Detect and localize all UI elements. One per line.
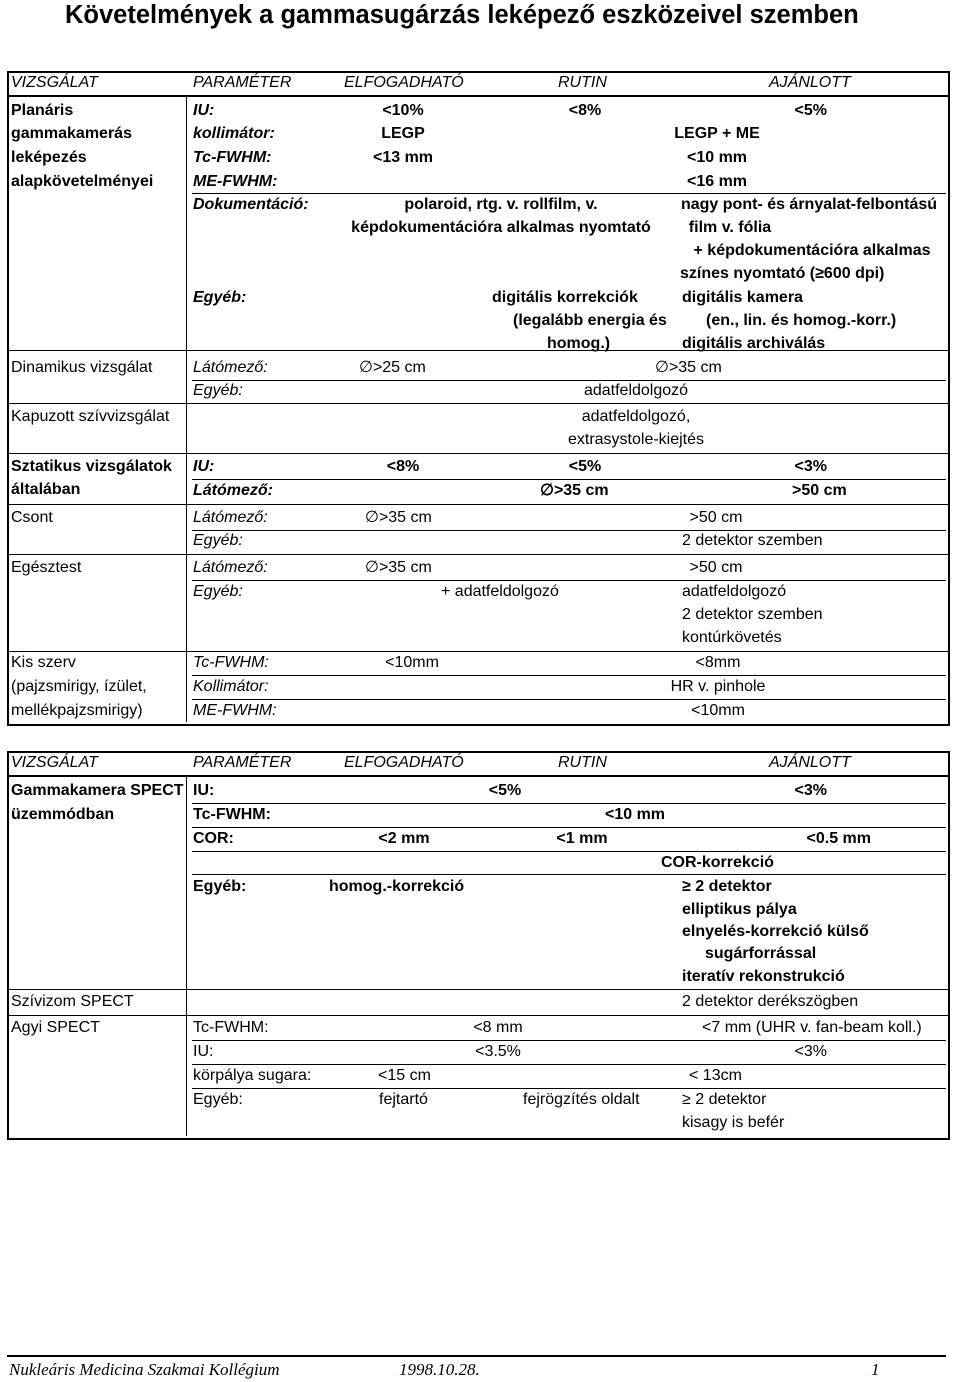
row-underline — [192, 874, 946, 875]
kisszerv-koll-ajanl: HR v. pinhole — [670, 678, 766, 695]
planar-dok-ajanl-2: film v. fólia — [688, 219, 772, 236]
sztatikus-name-1: Sztatikus vizsgálatok — [11, 458, 172, 475]
planar-iu-elf: <10% — [382, 102, 424, 119]
csont-egyeb-ajanl: 2 detektor szemben — [682, 532, 823, 549]
greater-equal-icon: ≥ — [815, 265, 824, 282]
row-underline — [192, 699, 946, 700]
spect-iu-param: IU: — [193, 782, 215, 799]
csont-name: Csont — [11, 509, 53, 526]
kisszerv-mefwhm-param: ME-FWHM: — [193, 702, 277, 719]
csont-latomezo-param: Látómező: — [193, 509, 268, 526]
planar-egyeb-param: Egyéb: — [193, 289, 247, 306]
row-underline — [192, 803, 946, 804]
planar-dok-elf-1: polaroid, rtg. v. rollfilm, v. — [404, 196, 598, 213]
sztatikus-latomezo-rutin: ∅>35 cm — [540, 482, 609, 499]
sztatikus-iu-rutin: <5% — [568, 458, 602, 475]
diameter-icon: ∅ — [655, 359, 669, 376]
planar-egyeb-ajanl-1: digitális kamera — [682, 289, 803, 306]
row-underline — [192, 580, 946, 581]
agyi-korpalya-elf: <15 cm — [378, 1067, 431, 1084]
spect-egyeb-elf: homog.-korrekció — [329, 878, 465, 895]
egesztest-egyeb-ajanl-1: adatfeldolgozó — [682, 583, 787, 600]
spect-egyeb-ajanl-2: elliptikus pálya — [682, 901, 797, 918]
planar-mefwhm-param: ME-FWHM: — [193, 173, 278, 190]
egesztest-latomezo-ajanl: >50 cm — [689, 559, 743, 576]
kapuzott-name: Kapuzott szívvizsgálat — [11, 408, 170, 425]
agyi-tcfwhm-ajanl: <7 mm (UHR v. fan-beam koll.) — [702, 1019, 922, 1036]
kisszerv-name-3: mellékpajzsmirigy) — [11, 702, 143, 719]
spect-cor-korrekcio: COR-korrekció — [661, 854, 774, 871]
footer-page-number: 1 — [871, 1360, 880, 1379]
header-ajanlott: AJÁNLOTT — [769, 74, 851, 91]
spect-iu-rutin: <5% — [488, 782, 522, 799]
column-divider — [186, 97, 187, 722]
kisszerv-name-1: Kis szerv — [11, 654, 76, 671]
spect-egyeb-ajanl-5: iteratív rekonstrukció — [682, 968, 845, 985]
planar-tcfwhm-ajanl: <10 mm — [686, 149, 748, 166]
dinamikus-egyeb-param: Egyéb: — [193, 382, 243, 399]
dinamikus-name: Dinamikus vizsgálat — [11, 359, 153, 376]
row-underline — [192, 380, 946, 381]
planar-tcfwhm-elf: <13 mm — [372, 149, 434, 166]
header-vizsgalat: VIZSGÁLAT — [11, 74, 98, 91]
planar-dok-ajanl-4: színes nyomtató (≥600 dpi) — [680, 265, 885, 282]
spect-name-1: Gammakamera SPECT — [11, 782, 184, 799]
sztatikus-iu-param: IU: — [193, 458, 215, 475]
egesztest-name: Egésztest — [11, 559, 82, 576]
requirements-table-planar — [7, 71, 950, 726]
agyi-name: Agyi SPECT — [11, 1019, 100, 1036]
planar-iu-rutin: <8% — [568, 102, 602, 119]
planar-name-3: leképezés — [11, 149, 87, 166]
egesztest-egyeb-ajanl-3: kontúrkövetés — [682, 629, 782, 646]
spect-egyeb-ajanl-4: sugárforrással — [705, 945, 817, 962]
planar-koll-elf: LEGP — [381, 125, 425, 142]
planar-iu-param: IU: — [193, 102, 215, 119]
sztatikus-name-2: általában — [11, 481, 81, 498]
header-rutin: RUTIN — [558, 754, 607, 771]
agyi-tcfwhm-rutin: <8 mm — [473, 1019, 523, 1036]
kisszerv-tcfwhm-elf: <10mm — [385, 654, 439, 671]
planar-name-1: Planáris — [11, 102, 74, 119]
spect-cor-elf: <2 mm — [378, 830, 430, 847]
planar-egyeb-ajanl-2: (en., lin. és homog.-korr.) — [706, 312, 897, 329]
page-footer — [7, 1355, 946, 1381]
row-underline — [192, 1040, 946, 1041]
sztatikus-iu-ajanl: <3% — [794, 458, 827, 475]
kisszerv-mefwhm-ajanl: <10mm — [691, 702, 745, 719]
planar-name-4: alapkövetelményei — [11, 173, 154, 190]
planar-name-2: gammakamerás — [11, 125, 132, 142]
planar-koll-ajanl: LEGP + ME — [674, 125, 760, 142]
sztatikus-latomezo-param: Látómező: — [193, 482, 273, 499]
szivizom-ajanl: 2 detektor derékszögben — [682, 993, 859, 1010]
row-divider — [9, 453, 948, 454]
csont-latomezo-ajanl: >50 cm — [689, 509, 743, 526]
spect-egyeb-param: Egyéb: — [193, 878, 247, 895]
header-elfogadhato: ELFOGADHATÓ — [344, 754, 464, 771]
diameter-icon: ∅ — [365, 509, 379, 526]
spect-cor-rutin: <1 mm — [556, 830, 608, 847]
agyi-iu-rutin: <3.5% — [475, 1043, 521, 1060]
kisszerv-tcfwhm-ajanl: <8mm — [695, 654, 741, 671]
egesztest-egyeb-param: Egyéb: — [193, 583, 243, 600]
row-underline — [192, 851, 946, 852]
planar-dok-elf-2: képdokumentációra alkalmas nyomtató — [351, 219, 651, 236]
spect-tcfwhm-param: Tc-FWHM: — [193, 806, 271, 823]
row-underline — [192, 530, 946, 531]
dinamikus-latomezo-param: Látómező: — [193, 359, 268, 376]
kisszerv-tcfwhm-param: Tc-FWHM: — [193, 654, 269, 671]
kisszerv-koll-param: Kollimátor: — [193, 678, 269, 695]
planar-dok-param: Dokumentáció: — [193, 196, 309, 213]
agyi-egyeb-ajanl-2: kisagy is befér — [682, 1114, 785, 1131]
dinamikus-egyeb-value: adatfeldolgozó — [583, 382, 689, 399]
agyi-egyeb-rutin: fejrögzítés oldalt — [523, 1091, 640, 1108]
planar-mefwhm-ajanl: <16 mm — [686, 173, 748, 190]
planar-tcfwhm-param: Tc-FWHM: — [193, 149, 272, 166]
agyi-egyeb-param: Egyéb: — [193, 1091, 243, 1108]
spect-egyeb-ajanl-1: ≥ 2 detektor — [682, 878, 772, 895]
row-underline — [192, 675, 946, 676]
footer-organization: Nukleáris Medicina Szakmai Kollégium — [9, 1360, 280, 1379]
planar-egyeb-rutin-1: digitális korrekciók — [492, 289, 638, 306]
spect-egyeb-ajanl-3: elnyelés-korrekció külső — [682, 923, 869, 940]
agyi-iu-param: IU: — [193, 1043, 214, 1060]
spect-cor-param: COR: — [193, 830, 234, 847]
dinamikus-latomezo-ajanl: ∅>35 cm — [655, 359, 722, 376]
diameter-icon: ∅ — [365, 559, 379, 576]
header-elfogadhato: ELFOGADHATÓ — [344, 74, 464, 91]
greater-equal-icon: ≥ — [682, 1091, 691, 1108]
agyi-tcfwhm-param: Tc-FWHM: — [193, 1019, 269, 1036]
egesztest-egyeb-rutin: + adatfeldolgozó — [441, 583, 559, 600]
header-parameter: PARAMÉTER — [193, 754, 292, 771]
csont-egyeb-param: Egyéb: — [193, 532, 243, 549]
header-vizsgalat: VIZSGÁLAT — [11, 754, 98, 771]
agyi-iu-ajanl: <3% — [794, 1043, 827, 1060]
greater-equal-icon: ≥ — [682, 878, 691, 895]
planar-dok-ajanl-1: nagy pont- és árnyalat-felbontású — [680, 196, 938, 213]
row-divider — [9, 1015, 948, 1016]
column-divider — [186, 777, 187, 1136]
kisszerv-name-2: (pajzsmirigy, ízület, — [11, 678, 147, 695]
kapuzott-value-1: adatfeldolgozó, — [581, 408, 691, 425]
egesztest-latomezo-param: Látómező: — [193, 559, 268, 576]
page-title: Követelmények a gammasugárzás leképező eszközeivel szemben — [65, 1, 859, 29]
egesztest-latomezo-elf: ∅>35 cm — [365, 559, 432, 576]
kapuzott-value-2: extrasystole-kiejtés — [567, 431, 705, 448]
row-divider — [9, 989, 948, 990]
row-divider — [9, 504, 948, 505]
planar-egyeb-ajanl-3: digitális archiválás — [682, 335, 826, 352]
requirements-table-spect — [7, 751, 950, 1140]
sztatikus-latomezo-ajanl: >50 cm — [792, 482, 847, 499]
header-ajanlott: AJÁNLOTT — [769, 754, 851, 771]
planar-koll-param: kollimátor: — [193, 125, 275, 142]
header-parameter: PARAMÉTER — [193, 74, 292, 91]
spect-cor-ajanl: <0.5 mm — [806, 830, 871, 847]
spect-iu-ajanl: <3% — [794, 782, 827, 799]
spect-name-2: üzemmódban — [11, 806, 115, 823]
planar-egyeb-rutin-3: homog.) — [547, 335, 611, 352]
sztatikus-iu-elf: <8% — [386, 458, 420, 475]
row-divider — [9, 403, 948, 404]
diameter-icon: ∅ — [359, 359, 373, 376]
diameter-icon: ∅ — [540, 482, 554, 499]
planar-dok-ajanl-3: + képdokumentációra alkalmas — [693, 242, 931, 259]
footer-date: 1998.10.28. — [399, 1360, 480, 1379]
agyi-egyeb-elf: fejtartó — [379, 1091, 428, 1108]
row-divider — [9, 651, 948, 652]
agyi-egyeb-ajanl-1: ≥ 2 detektor — [682, 1091, 767, 1108]
szivizom-name: Szívizom SPECT — [11, 993, 134, 1010]
agyi-korpalya-ajanl: < 13cm — [689, 1067, 742, 1084]
dinamikus-latomezo-elf: ∅>25 cm — [359, 359, 426, 376]
csont-latomezo-elf: ∅>35 cm — [365, 509, 432, 526]
row-divider — [9, 554, 948, 555]
planar-egyeb-rutin-2: (legalább energia és — [513, 312, 667, 329]
planar-iu-ajanl: <5% — [794, 102, 827, 119]
header-rutin: RUTIN — [558, 74, 607, 91]
spect-tcfwhm-value: <10 mm — [604, 806, 666, 823]
agyi-korpalya-param: körpálya sugara: — [193, 1067, 312, 1084]
egesztest-egyeb-ajanl-2: 2 detektor szemben — [682, 606, 823, 623]
